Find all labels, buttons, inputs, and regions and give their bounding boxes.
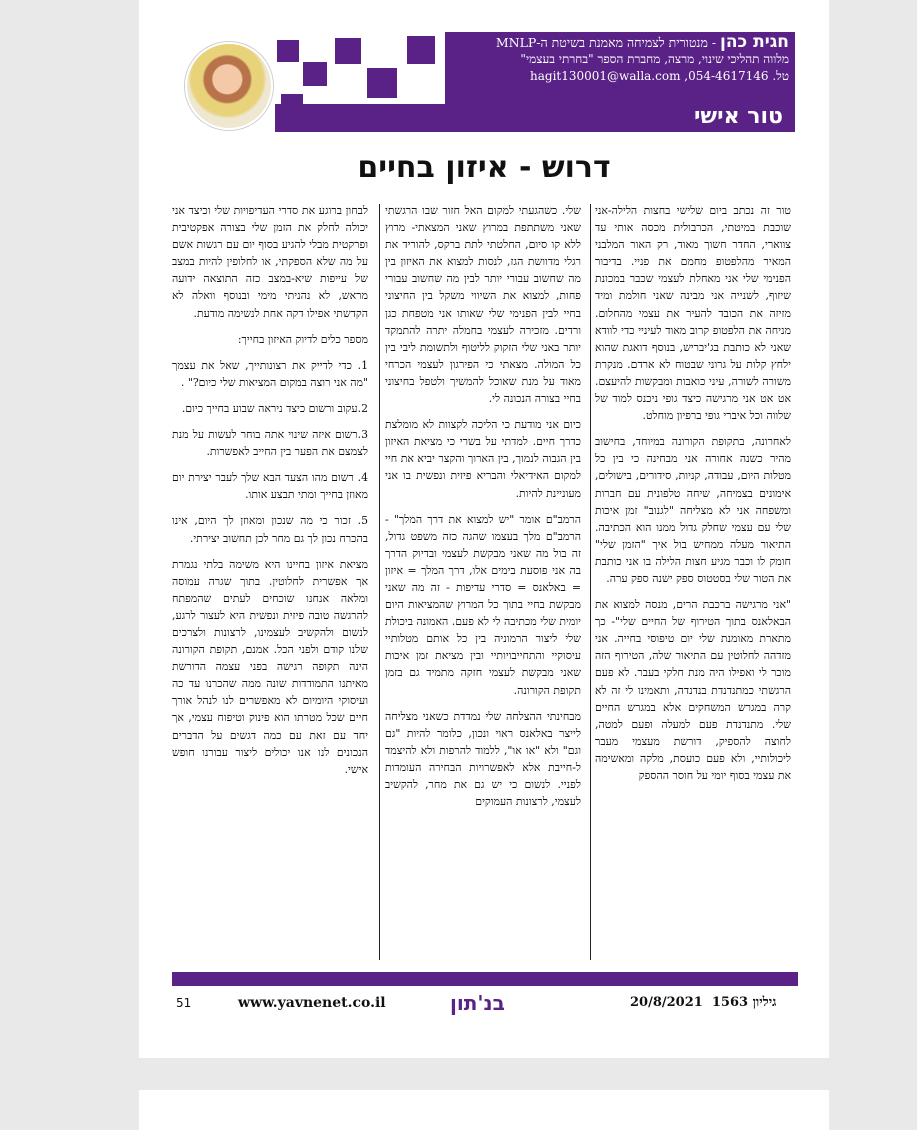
- next-page-sheet: [139, 1090, 829, 1130]
- page-number: 51: [176, 996, 192, 1010]
- tool-item: 5. זכור כי מה שנכון ומאוזן לך היום, אינו בהכרח נכון לך גם מחר לכן תחשוב יצירתי.: [172, 514, 368, 545]
- decor-square: [367, 68, 397, 98]
- tool-item: 4. רשום מהו הצעד הבא שלך לעבר יצירת יום מאוזן בחייך ומתי תבצע אותו.: [172, 471, 368, 502]
- paragraph: לבחון ברוגע את סדרי העדיפויות שלי וכיצד אני יכולה לחלק את הזמן שלי בצורה אפקטיבית ופרקטית מבלי להגיע בסוף יום עם רגשות אשם על מה שלא הספקתי, או לחלופין להיות במצב של עייפות שיא-במצב כזה התוצאה ידועה מראש, לא נהניתי מימי ובנוסף וואלה לא הקדשתי אפילו דקה אחת לנשימה מודעת.: [172, 204, 368, 320]
- paragraph: כיום אני מודעת כי הליכה לקצוות לא מומלצת כדרך חיים. למדתי על בשרי כי מציאת האיזון בין הגבוה לנמוך, בין הארוך והקצר יביא את חיי למקום האידיאלי והבריא פיזית ונפשית בו אני מעוניינת להיות.: [385, 418, 581, 500]
- author-role: - מנטורית לצמיחה מאמנת בשיטת ה-MNLP: [495, 35, 721, 50]
- decor-square: [335, 38, 361, 64]
- paragraph: מבחינתי ההצלחה שלי נמדדת כשאני מצליחה לייצר באלאנס ראוי ונכון, כלומר להיות "גם וגם" ולא "או או", ללמוד להרפות ולא להיצמד ל-חייבת אלא לאפשרויות הבחירה העומדות לפניי. לנשום כי יש גם את מחר, להקשיב לעצמי, לרצונות העמוקים: [385, 709, 581, 809]
- article-column-1: [595, 202, 791, 964]
- author-info: [449, 34, 789, 85]
- author-line-1: [449, 34, 789, 51]
- section-label: טור אישי: [693, 104, 783, 129]
- author-line-2: מלווה תהליכי שינוי, מרצה, מחברת הספר "בחרתי בעצמי": [520, 52, 789, 66]
- paragraph: לאחרונה, בתקופת הקורונה במיוחד, בחישוב מהיר כשנה אחורה אני מבחינה כי בין כל מטלות היום, עבודה, קניות, סידורים, בישולים, אימונים בצמיחה, שיחה טלפונית עם חברות ומשפחה אני לא מצליחה "לגנוב" זמן איכות שלי עם עצמי שחלק גדול ממנו הוא הכתיבה. התיאור מעלה ממחיש בול איך "הזמן שלי" חומק לו וכבר מגיע חצות הלילה בו אני כותבת את הטור שלי בסטטוס ספק ישנה ספק ערה.: [595, 435, 791, 585]
- author-photo: [185, 42, 273, 130]
- paragraph: מציאת איזון בחיינו היא משימה בלתי נגמרת אך אפשרית לחלוטין. בתוך שגרה עמוסה ומלאה אנחנו שוכחים לעתים שהמפתח להרגשה טובה פיזית ונפשית היא לעצור לרגע, לנשום ולהקשיב לעצמינו, לרצונות ולצרכים שלנו קודם ולפני הכל. אמנם, תקופת הקורונה הינה תקופה רגישה בפני עצמה הדורשת מאיתנו התמודדות שונה ממה שהכרנו עד כה ועיסוקי היומיום לא מאפשרים לנו לנהל אורך חיים שכל מטרתו הוא פינוק וטיפוח עצמי, אך יחד עם זאת עם כמה דגשים על הדברים הנכונים לנו אנו יכולים ליצור עבורנו חופש אישי.: [172, 557, 368, 776]
- article-column-2: [385, 202, 581, 964]
- column-divider: [590, 204, 591, 960]
- tool-item: 3.רשום איזה שינוי אתה בוחר לעשות על מנת לצמצם את הפער בין החייב לאפשרות.: [172, 428, 368, 459]
- author-name: חגית כהן: [720, 32, 789, 52]
- footer-bar: [172, 972, 798, 986]
- issue-info: [630, 992, 776, 1014]
- publication-logo: בנ'תון: [450, 991, 505, 1015]
- article-title: דרוש - איזון בחיים: [357, 150, 611, 185]
- decor-square: [407, 36, 435, 64]
- decor-square: [303, 62, 327, 86]
- column-divider: [379, 204, 380, 960]
- paragraph: שלי. כשהגעתי למקום האל חזור שבו הרגשתי שאני משתתפת במרוץ שאני המצאתי- מרוץ ללא קו סיום, החלטתי לתת ברקס, להוריד את רגלי מדוושת הגז, לנסות למצוא את האיזון בין מה שחשוב עבורי יותר לבין מה שחשוב עבורי פחות, למצוא את השיווי משקל בין החיצוני בחיי לבין הפנימי שלי שאותו אני מטפחת כגן ורדים. מזכירה לעצמי בחמלה יתרה להתמקד יותר באני שלי הזקוק לליטוף ולתשומת ליבי בין כל המולה. מצאתי כי הפירגון לעצמי הכרחי מאוד על מנת שאוכל להמשיך ולטפל בחיצוני בחיי בצורה הנכונה לי.: [385, 204, 581, 406]
- header-banner: [185, 32, 795, 132]
- issue-number: גיליון 1563: [711, 995, 777, 1010]
- paragraph: טור זה נכתב ביום שלישי בחצות הלילה-אני שוכבת במיטתי, הכרבולית מכסה אותי עד צווארי, החדר חשוך מאוד, רק האור המלבני המאיר מהלפטופ מחמם את פניי. בדיבור הפנימי שלי אני מאחלת לעצמי שכבר במכונת שיזוף, לשנייה אני מבינה שאני חולמת ומיד מזיזה את הכובד להעיר את עצמי מהחלום. מניחה את הלפטופ קרוב מאוד לעיניי כדי לוודא שאני לא כותבת בג'יבריש, בנוסף דואגת שהוא ילחץ קלות על גרוני שבטוח לא ארדם. מנקרת משורה לשורה, עיני כואבות ומבקשות להיעצם. אט אט אני מרגישה כיצד גופי ניכנס למוד של שלווה וכל איברי גופי ברפיון מוחלט.: [595, 204, 791, 423]
- decor-square: [277, 40, 299, 62]
- tools-heading: מספר כלים לדיוק האיזון בחייך:: [237, 332, 368, 346]
- article-column-3: [172, 202, 368, 964]
- tool-item: 2.עקוב ורשום כיצד ניראה שבוע בחייך כיום.: [181, 401, 368, 415]
- author-contact: טל. 054-4617146, hagit130001@walla.com: [530, 69, 789, 83]
- paragraph: הרמב"ם אומר "יש למצוא את דרך המלך" - הרמב"ם מלך בעצמו שהגה כזה משפט גדול, זה בול מה שאני מבקשת לעצמי ובדיוק הדרך בה אני פוסעת בימים אלו, דרך המלך = איזון = באלאנס = סדרי עדיפות - זה מה שאני מבקשת בחיי בתוך כל המרוץ שהמציאות היום יומית שלי מכתיבה לי לא פעם. האמונה ביכולת שלי ליצור הרמוניה בין כל אותם מטלותיי עיסוקיי והתחייבויותיי ובין מציאת זמן איכות שאני מבקשת לעצמי חזקה מתמיד גם בזמן תקופת הקורונה.: [385, 512, 581, 697]
- paragraph: "אני מרגישה ברכבת הרים, מנסה למצוא את הבאלאנס בתוך הטירוף של החיים שלי"- כך מתארת מאומנת שלי יום טיפוסי בחייה. אני מזדהה לחלוטין עם התיאור שלה, הטירוף הזה מוכר לי ואפילו היה מנת חלקי בעבר. לא פעם הרגשתי כמתנדנדת בנדנדה, ותאמינו לי זה לא קרה במגרש המשחקים אלא במגרש החיים שלי. מתנדנדת פעם למעלה ופעם למטה, לחוצה להספיק, דורשת מעצמי מעבר ליכולותיי, ולא פעם כועסת, מלקה ומאשימה את עצמי בסוף יומי על חוסר ההספק: [595, 598, 791, 782]
- website-url[interactable]: www.yavnenet.co.il: [238, 995, 386, 1011]
- decor-square: [281, 94, 303, 116]
- tool-item: 1. כדי לדייק את רצונותייך, שאל את עצמך "מה אני רוצה במקום המציאות שלי כיום?" .: [172, 358, 368, 389]
- issue-date: 20/8/2021: [630, 995, 703, 1010]
